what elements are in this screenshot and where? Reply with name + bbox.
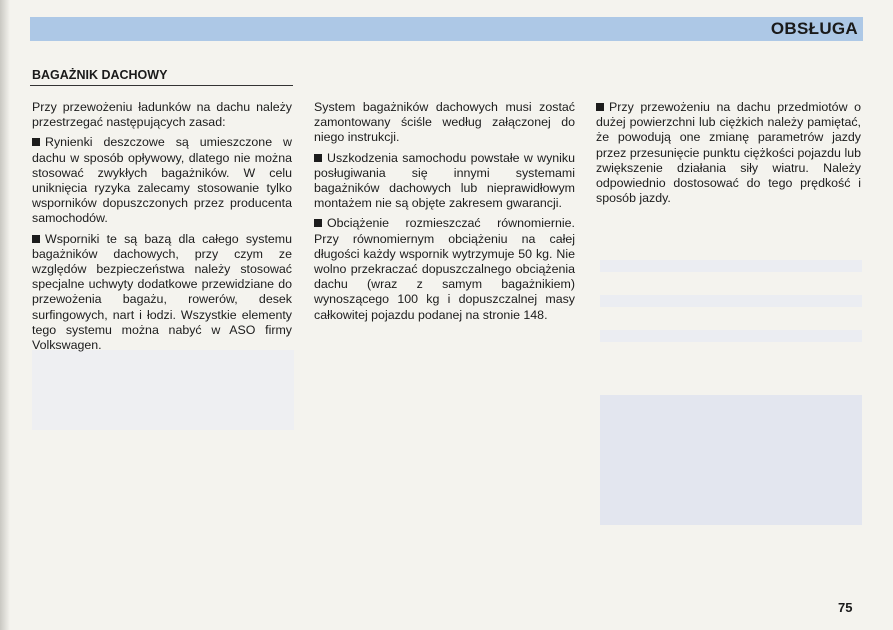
bullet-paragraph	[314, 216, 575, 322]
bullet-square-icon	[314, 219, 322, 227]
bullet-paragraph	[32, 135, 292, 226]
text-column-1	[32, 100, 292, 358]
text-column-2	[314, 100, 575, 328]
bullet-paragraph	[314, 151, 575, 212]
bullet-text: Rynienki deszczowe są umieszczone w dachu w sposób opływowy, dlatego nie można stosować zwykłych bagażników. W celu uniknięcia ryzyka zalecamy stosowanie tylko wsporników dopuszczonych przez producenta samochodów.	[32, 135, 292, 226]
bullet-square-icon	[596, 103, 604, 111]
bullet-text: Wsporniki te są bazą dla całego systemu bagażników dachowych, przy czym ze względów bezpieczeństwa należy stosować specjalne uchwyty dodatkowe przewidziane do przewożenia bagażu, rowerów, desek surfingowych, nart i łodzi. Wszystkie elementy tego systemu można nabyć w ASO firmy Volkswagen.	[32, 231, 292, 353]
paragraph-intro: Przy przewożeniu ładunków na dachu należy przestrzegać następujących zasad:	[32, 100, 292, 130]
bullet-text: Obciążenie rozmieszczać równomiernie. Przy równomiernym obciążeniu na całej długości każdy wspornik wytrzymuje 50 kg. Nie wolno przekraczać dopuszczalnego obciążenia dachu (wraz z samym bagażnikiem) wynoszącego 100 kg i dopuszczalnej masy całkowitej pojazdu podanej na stronie 148.	[314, 216, 575, 322]
bleed-through-box	[600, 395, 862, 525]
section-title: OBSŁUGA	[770, 19, 858, 38]
header-band	[30, 17, 863, 41]
paragraph-intro: System bagażników dachowych musi zostać zamontowany ściśle według załączonej do niego instrukcji.	[314, 100, 575, 145]
bullet-text: Przy przewożeniu na dachu przedmiotów o dużej powierzchni lub ciężkich należy pamiętać, że powodują one zmianę parametrów jazdy przez przesunięcie punktu ciężkości pojazdu lub zwiększenie działania siły wiatru. Należy odpowiednio dostosować do tego prędkość i sposób jazdy.	[596, 100, 861, 206]
bleed-through-bar	[600, 295, 862, 307]
heading-rule	[30, 85, 293, 86]
bleed-through-bar	[600, 260, 862, 272]
chapter-heading: BAGAŻNIK DACHOWY	[32, 68, 168, 82]
bullet-paragraph	[32, 232, 292, 354]
bullet-paragraph	[596, 100, 861, 206]
bullet-square-icon	[32, 235, 40, 243]
bleed-through-bar	[600, 330, 862, 342]
page-binding-shadow	[0, 0, 10, 630]
bullet-text: Uszkodzenia samochodu powstałe w wyniku posługiwania się innymi systemami bagażników dachowych lub nieprawidłowym montażem nie są objęte zakresem gwarancji.	[314, 150, 575, 211]
text-column-3	[596, 100, 861, 211]
bullet-square-icon	[314, 154, 322, 162]
bullet-square-icon	[32, 138, 40, 146]
bleed-through-bar	[32, 350, 294, 430]
page-number: 75	[838, 600, 853, 615]
